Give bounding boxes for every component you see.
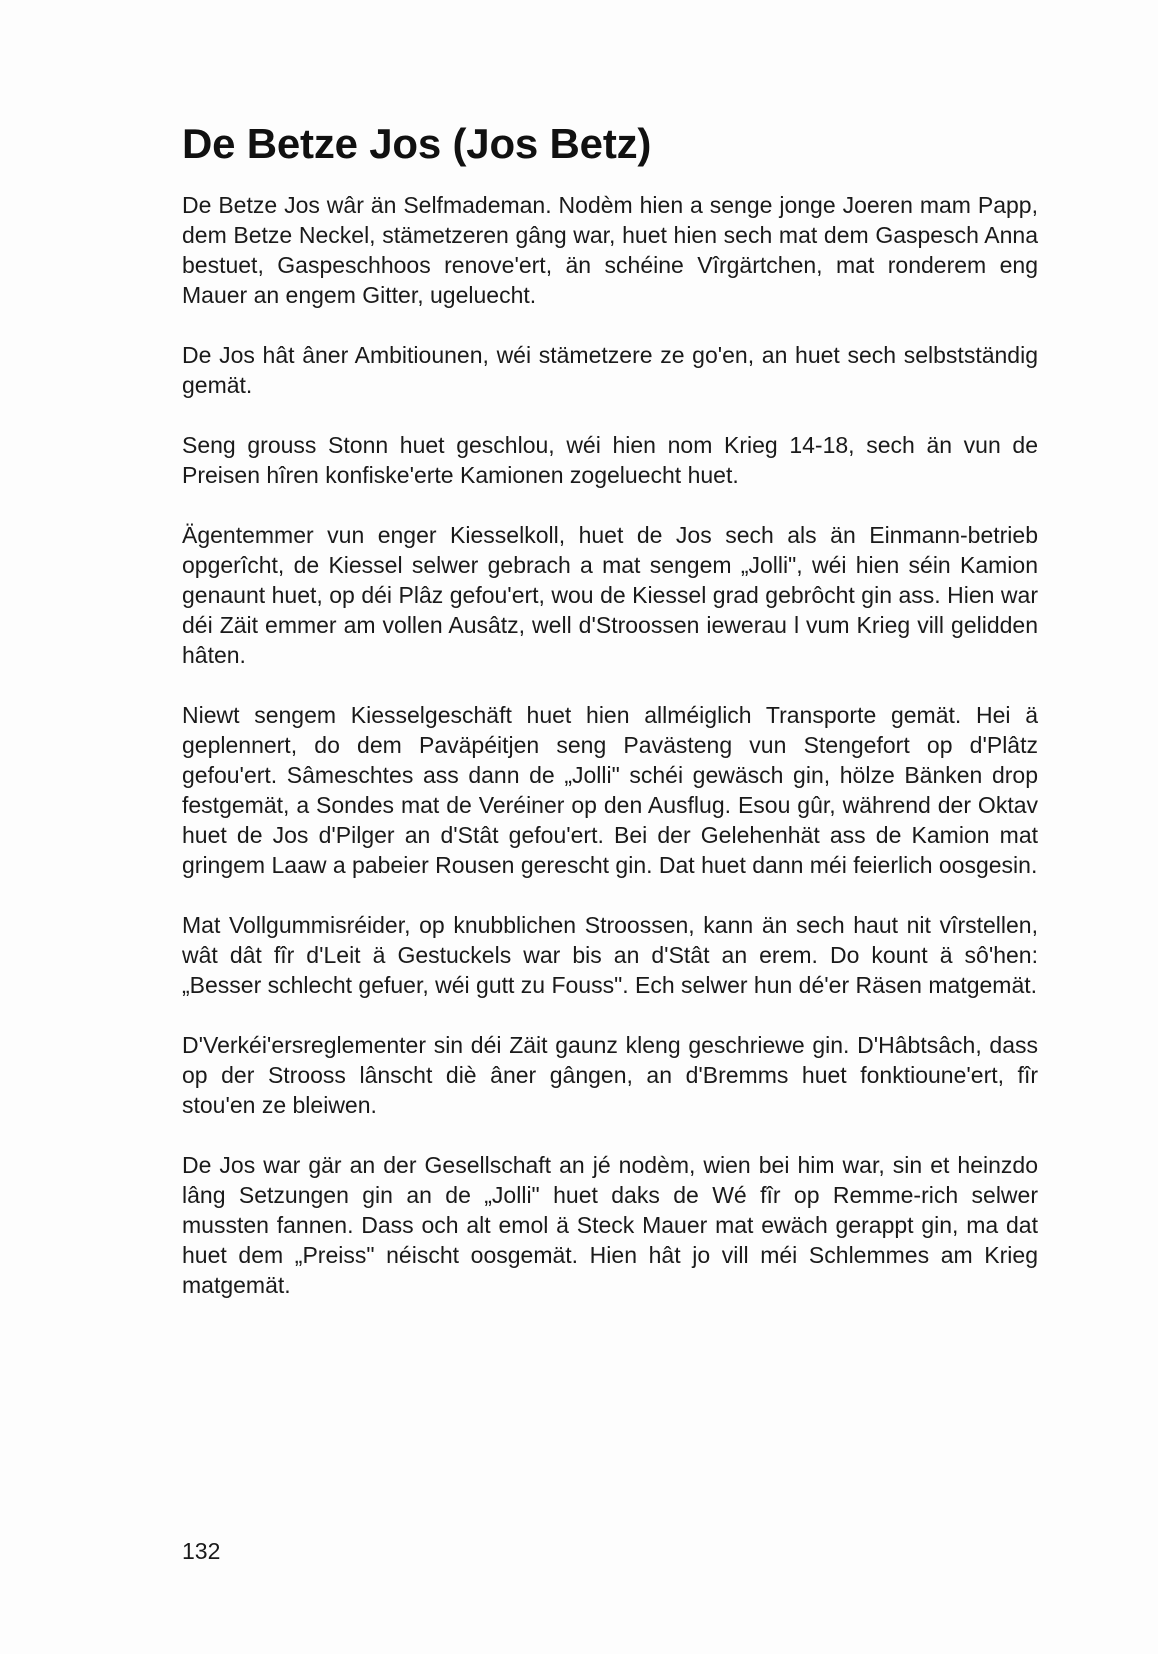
page-title: De Betze Jos (Jos Betz) (182, 120, 652, 167)
paragraph-2: De Jos hât âner Ambitiounen, wéi stämetzere ze go'en, an huet sech selbstständig gemät. (182, 342, 1038, 398)
paragraph-6: Mat Vollgummisréider, op knubblichen Stroossen, kann än sech haut nit vîrstellen, wât dât fîr d'Leit ä Gestuckels war bis an d'Stât an erem. Do kount ä sô'hen: „Besser schlecht gefuer, wéi gutt zu Fouss". Ech selwer hun dé'er Räsen matgemät. (182, 912, 1038, 998)
paragraph-4: Ägentemmer vun enger Kiesselkoll, huet de Jos sech als än Einmann-betrieb opgerîcht, de Kiessel selwer gebrach a mat sengem „Jolli", wéi hien séin Kamion genaunt huet, op déi Plâz gefou'ert, wou de Kiessel grad gebrôcht gin ass. Hien war déi Zäit emmer am vollen Ausâtz, well d'Stroossen iewerau l vum Krieg vill gelidden hâten. (182, 522, 1038, 668)
paragraph-5: Niewt sengem Kiesselgeschäft huet hien allméiglich Transporte gemät. Hei ä geplennert, do dem Paväpéitjen seng Pavästeng vun Stengefort op d'Plâtz gefou'ert. Sâmeschtes ass dann de „Jolli" schéi gewäsch gin, hölze Bänken drop festgemät, a Sondes mat de Veréiner op den Ausflug. Esou gûr, während der Oktav huet de Jos d'Pilger an d'Stât gefou'ert. Bei der Gelehenhät ass de Kamion mat gringem Laaw a pabeier Rousen gerescht gin. Dat huet dann méi feierlich oosgesin. (182, 702, 1038, 878)
paragraph-1: De Betze Jos wâr än Selfmademan. Nodèm hien a senge jonge Joeren mam Papp, dem Betze Neckel, stämetzeren gâng war, huet hien sech mat dem Gaspesch Anna bestuet, Gaspeschhoos renove'ert, än schéine Vîrgärtchen, mat ronderem eng Mauer an engem Gitter, ugeluecht. (182, 192, 1038, 308)
paragraph-8: De Jos war gär an der Gesellschaft an jé nodèm, wien bei him war, sin et heinzdo lâng Setzungen gin an de „Jolli" huet daks de Wé fîr op Remme-rich selwer mussten fannen. Dass och alt emol ä Steck Mauer mat ewäch gerappt gin, ma dat huet dem „Preiss" néischt oosgemät. Hien hât jo vill méi Schlemmes am Krieg matgemät. (182, 1152, 1038, 1298)
document-body (182, 118, 1038, 1330)
paragraph-7: D'Verkéi'ersreglementer sin déi Zäit gaunz kleng geschriewe gin. D'Hâbtsâch, dass op der Strooss lânscht diè âner gângen, an d'Bremms huet fonktioune'ert, fîr stou'en ze bleiwen. (182, 1032, 1038, 1118)
page-number: 132 (182, 1538, 221, 1564)
paragraph-3: Seng grouss Stonn huet geschlou, wéi hien nom Krieg 14-18, sech än vun de Preisen hîren konfiske'erte Kamionen zogeluecht huet. (182, 432, 1038, 488)
